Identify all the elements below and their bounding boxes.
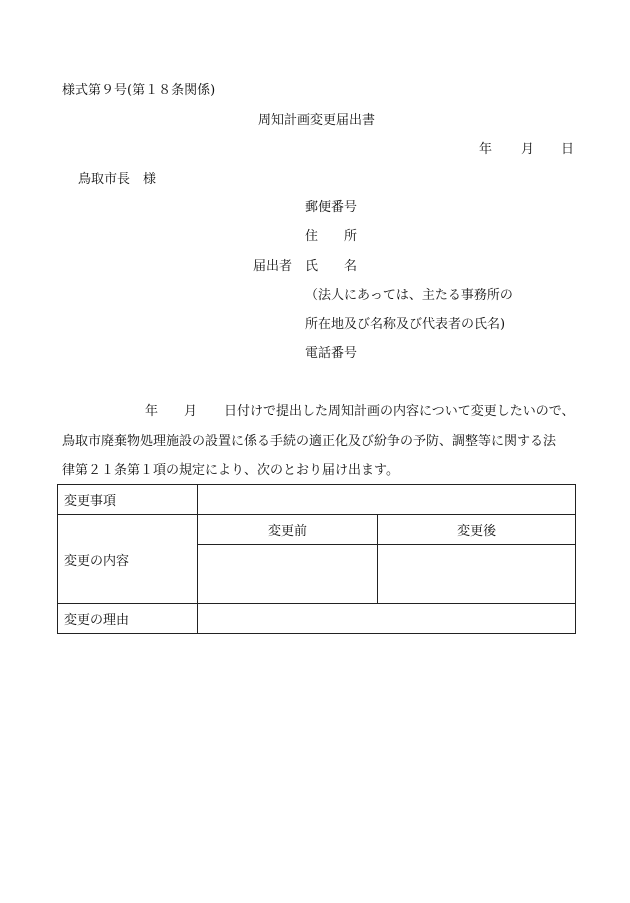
name-label-first: 氏 — [305, 259, 319, 274]
date-day-label: 日 — [561, 142, 575, 157]
body-year-label: 年 — [145, 404, 159, 419]
date-month-label: 月 — [521, 142, 535, 157]
change-item-field[interactable] — [197, 485, 575, 515]
change-item-label: 変更事項 — [58, 485, 198, 515]
body-line-2: 鳥取市廃棄物処理施設の設置に係る手続の適正化及び紛争の予防、調整等に関する法 — [62, 434, 557, 449]
change-content-label: 変更の内容 — [58, 515, 198, 604]
date-year-label: 年 — [479, 142, 493, 157]
before-change-field[interactable] — [197, 545, 378, 604]
postal-code-label: 郵便番号 — [305, 200, 358, 215]
change-reason-row — [58, 604, 576, 634]
addressee: 鳥取市長 様 — [78, 172, 157, 187]
body-line-1-text: 日付けで提出した周知計画の内容について変更したいので、 — [224, 404, 575, 419]
change-content-header-row — [58, 515, 576, 545]
after-change-header: 変更後 — [378, 515, 576, 545]
name-label-second: 名 — [344, 259, 358, 274]
form-number: 様式第９号(第１８条関係) — [62, 83, 216, 98]
corporation-note-line1: （法人にあっては、主たる事務所の — [305, 288, 513, 303]
change-item-row — [58, 485, 576, 515]
body-line-3: 律第２１条第１項の規定により、次のとおり届け出ます。 — [62, 463, 399, 478]
corporation-note-line2: 所在地及び名称及び代表者の氏名) — [305, 317, 506, 332]
address-label-second: 所 — [344, 229, 358, 244]
change-reason-label: 変更の理由 — [58, 604, 198, 634]
address-label-first: 住 — [305, 229, 319, 244]
before-change-header: 変更前 — [197, 515, 378, 545]
document-title: 周知計画変更届出書 — [258, 113, 376, 128]
phone-label: 電話番号 — [305, 346, 358, 361]
notifier-label: 届出者 — [253, 259, 293, 274]
body-month-label: 月 — [184, 404, 198, 419]
body-line-1 — [62, 404, 575, 420]
change-details-table — [57, 484, 576, 634]
change-reason-field[interactable] — [197, 604, 575, 634]
after-change-field[interactable] — [378, 545, 576, 604]
